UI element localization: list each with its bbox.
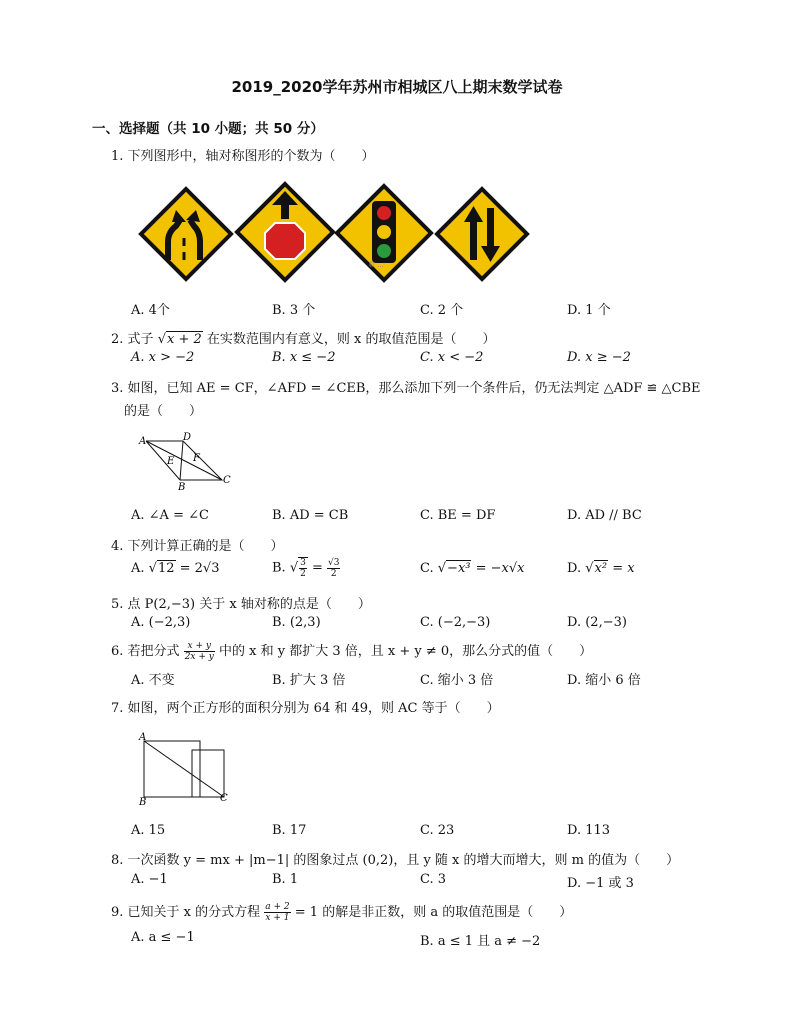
- q9-option-b: B. a ≤ 1 且 a ≠ −2: [420, 934, 541, 949]
- watermark-text: © ...: [368, 261, 384, 269]
- q6-fraction: $\frac{x + y}{2x + y}$: [184, 641, 214, 662]
- q2-radicand: x + 2: [166, 332, 202, 347]
- stop-ahead-sign-icon: [234, 181, 336, 283]
- q7-label-b: B: [139, 797, 147, 806]
- q3-label-c: C: [223, 475, 231, 486]
- q1-option-a: A. 4个: [131, 303, 170, 318]
- q4-option-a: A. √12 = 2√3: [131, 561, 220, 576]
- q2-option-c: C. x < −2: [420, 350, 484, 365]
- q6-option-d: D. 缩小 6 倍: [567, 673, 641, 688]
- q2-option-b: B. x ≤ −2: [272, 350, 336, 365]
- question-9-text: [111, 901, 572, 923]
- q3-label-e: E: [167, 456, 175, 467]
- q6-prefix: 6. 若把分式: [111, 644, 180, 659]
- q3-label-d: D: [183, 432, 192, 443]
- two-way-traffic-sign-icon: [434, 186, 530, 282]
- q7-option-b: B. 17: [272, 823, 307, 838]
- q8-option-a: A. −1: [131, 872, 168, 887]
- q9-prefix: 9. 已知关于 x 的分式方程: [111, 905, 261, 920]
- question-6-text: [111, 640, 592, 662]
- q8-option-c: C. 3: [420, 872, 447, 887]
- q8-option-d: D. −1 或 3: [567, 876, 634, 891]
- question-5-text: 5. 点 P(2,−3) 关于 x 轴对称的点是（ ）: [111, 597, 371, 612]
- q5-option-d: D. (2,−3): [567, 615, 627, 630]
- q3-label-a: A: [139, 436, 147, 447]
- q6-option-c: C. 缩小 3 倍: [420, 673, 494, 688]
- q8-option-b: B. 1: [272, 872, 299, 887]
- q3-option-d: D. AD // BC: [567, 508, 642, 523]
- q3-label-f: F: [193, 453, 200, 464]
- q6-option-b: B. 扩大 3 倍: [272, 673, 346, 688]
- q2-option-d: D. x ≥ −2: [567, 350, 631, 365]
- q7-option-c: C. 23: [420, 823, 455, 838]
- q4-option-c: C. √−x³ = −x√x: [420, 561, 525, 576]
- q2-radical: √x + 2: [157, 332, 202, 347]
- q6-option-a: A. 不变: [131, 673, 175, 688]
- q4-option-b: B. √ $\frac{3}{2}$ = $\frac{√3}{2}$: [272, 557, 340, 579]
- q2-option-a: A. x > −2: [131, 350, 195, 365]
- q3-option-c: C. BE = DF: [420, 508, 496, 523]
- question-3-line2: 的是（ ）: [124, 404, 203, 419]
- q7-option-d: D. 113: [567, 823, 611, 838]
- question-3-line1: 3. 如图，已知 AE = CF，∠AFD = ∠CEB，那么添加下列一个条件后，仍无法判定 △ADF ≌ △CBE: [111, 381, 701, 396]
- question-2-text: [111, 328, 496, 347]
- page-title: 2019_2020学年苏州市相城区八上期末数学试卷: [231, 78, 563, 96]
- section-heading: 一、选择题（共 10 小题；共 50 分）: [92, 121, 324, 137]
- q3-figure: [134, 430, 234, 492]
- q3-label-b: B: [178, 482, 186, 492]
- q9-suffix: = 1 的解是非正数，则 a 的取值范围是（ ）: [294, 905, 573, 920]
- q2-prefix: 2. 式子: [111, 332, 154, 347]
- q7-label-c: C: [220, 793, 228, 804]
- q9-option-a: A. a ≤ −1: [131, 930, 195, 945]
- q9-fraction: $\frac{a + 2}{x + 1}$: [265, 902, 290, 923]
- q3-option-a: A. ∠A = ∠C: [131, 508, 209, 523]
- q4-option-d: D. √x² = x: [567, 561, 635, 576]
- question-8-text: 8. 一次函数 y = mx + |m−1| 的图象过点 (0,2)，且 y 随 x 的增大而增大，则 m 的值为（ ）: [111, 853, 680, 868]
- q7-label-a: A: [139, 732, 147, 743]
- q1-option-d: D. 1 个: [567, 303, 611, 318]
- q1-option-b: B. 3 个: [272, 303, 316, 318]
- q5-option-c: C. (−2,−3): [420, 615, 491, 630]
- q5-option-a: A. (−2,3): [131, 615, 191, 630]
- q5-option-b: B. (2,3): [272, 615, 321, 630]
- q2-suffix: 在实数范围内有意义，则 x 的取值范围是（ ）: [206, 332, 496, 347]
- q1-option-c: C. 2 个: [420, 303, 464, 318]
- question-1-text: 1. 下列图形中，轴对称图形的个数为（ ）: [111, 149, 375, 164]
- q7-figure: [136, 730, 236, 806]
- question-7-text: 7. 如图，两个正方形的面积分别为 64 和 49，则 AC 等于（ ）: [111, 701, 500, 716]
- q7-option-a: A. 15: [131, 823, 166, 838]
- q3-option-b: B. AD = CB: [272, 508, 349, 523]
- q6-suffix: 中的 x 和 y 都扩大 3 倍，且 x + y ≠ 0，那么分式的值（ ）: [218, 644, 593, 659]
- merge-lanes-sign-icon: [138, 186, 234, 282]
- question-4-text: 4. 下列计算正确的是（ ）: [111, 539, 284, 554]
- traffic-light-sign-icon: [334, 183, 434, 283]
